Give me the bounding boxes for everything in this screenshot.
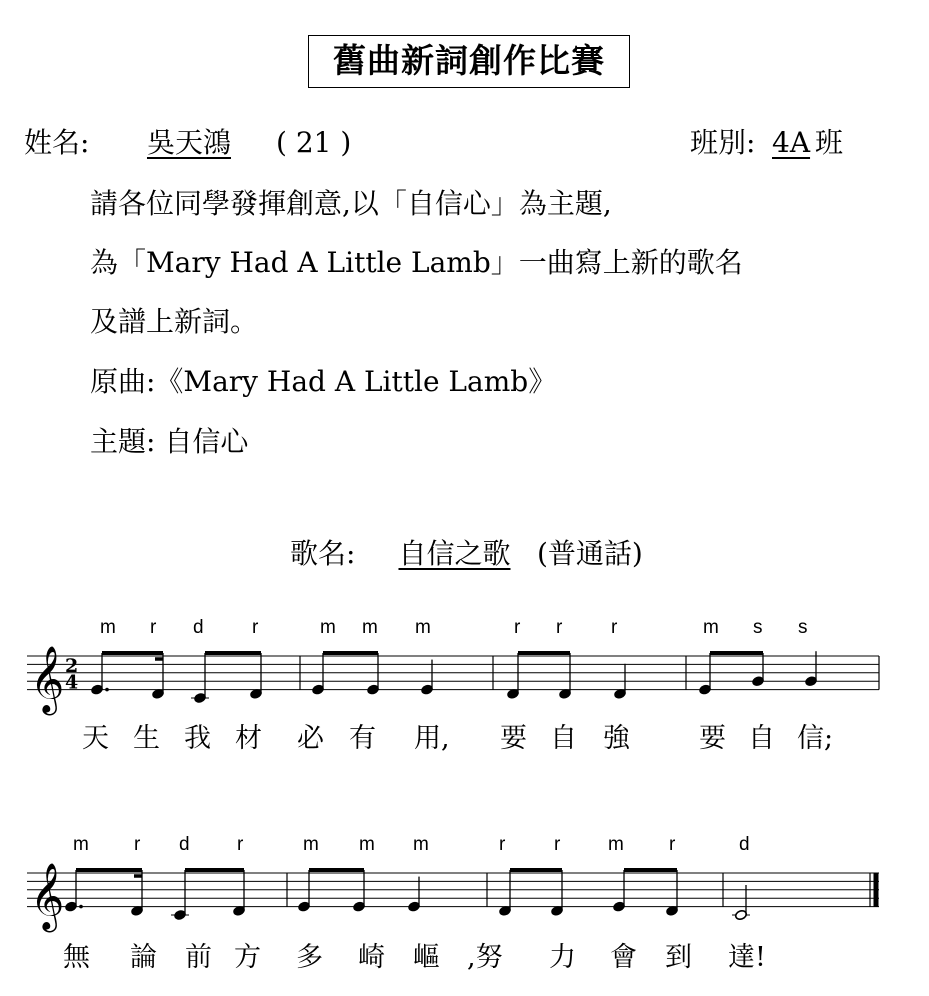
instruction-line-3: 及譜上新詞。: [90, 305, 259, 338]
solfa-syllable: m: [362, 617, 378, 638]
lyric-character: 材: [235, 723, 262, 754]
lyric-character: 無: [63, 942, 90, 973]
solfa-syllable: r: [252, 617, 259, 638]
solfa-syllable: d: [179, 834, 190, 855]
solfa-syllable: m: [100, 617, 116, 638]
lyric-character: 會: [610, 942, 637, 973]
solfa-syllable: r: [556, 617, 563, 638]
lyric-character: 我: [184, 723, 211, 754]
original-song-line: 原曲:《Mary Had A Little Lamb》: [90, 365, 557, 398]
lyric-character: 崎: [358, 942, 385, 973]
lyric-character: 到: [665, 942, 692, 973]
time-signature-top: 2: [65, 654, 79, 677]
page-title: 舊曲新詞創作比賽: [308, 35, 630, 88]
solfa-syllable: r: [237, 834, 244, 855]
solfa-syllable: d: [193, 617, 204, 638]
solfa-syllable: r: [611, 617, 618, 638]
lyric-character: 天: [82, 723, 109, 754]
lyric-character: 達!: [728, 942, 766, 973]
student-number: ( 21 ): [276, 126, 352, 159]
lyric-character: 前: [185, 942, 212, 973]
lyric-character: 論: [130, 942, 157, 973]
class-suffix: 班: [815, 126, 844, 159]
lyric-character: 嶇: [413, 942, 440, 973]
class-label: 班別:: [690, 126, 756, 159]
lyric-character: 自: [748, 723, 775, 754]
treble-clef-icon: 𝄞: [30, 644, 65, 713]
instruction-line-2: 為「Mary Had A Little Lamb」一曲寫上新的歌名: [90, 246, 743, 279]
solfa-syllable: s: [753, 617, 763, 638]
lyric-character: 有: [349, 723, 376, 754]
solfa-syllable: m: [73, 834, 89, 855]
solfa-syllable: m: [303, 834, 319, 855]
lyric-character: 必: [297, 723, 324, 754]
note-dot: [105, 688, 109, 692]
solfa-syllable: r: [150, 617, 157, 638]
lyric-character: 方: [234, 942, 261, 973]
solfa-syllable: m: [703, 617, 719, 638]
note-dot: [79, 905, 83, 909]
treble-clef-icon: 𝄞: [30, 861, 65, 930]
solfa-syllable: m: [415, 617, 431, 638]
lyric-character: 自: [550, 723, 577, 754]
solfa-syllable: r: [669, 834, 676, 855]
lyric-character: 要: [500, 723, 527, 754]
solfa-syllable: s: [798, 617, 808, 638]
time-signature-bottom: 4: [65, 671, 79, 694]
solfa-syllable: r: [134, 834, 141, 855]
class-value: 4A: [772, 126, 811, 159]
lyric-character: 要: [699, 723, 726, 754]
instruction-line-1: 請各位同學發揮創意,以「自信心」為主題,: [90, 187, 612, 220]
solfa-syllable: d: [739, 834, 750, 855]
solfa-syllable: r: [514, 617, 521, 638]
solfa-syllable: m: [608, 834, 624, 855]
song-language: (普通話): [537, 537, 643, 570]
lyric-character: 生: [133, 723, 160, 754]
lyric-character: 信;: [797, 723, 834, 754]
song-title: 自信之歌: [398, 537, 511, 570]
solfa-syllable: m: [413, 834, 429, 855]
solfa-syllable: m: [359, 834, 375, 855]
lyric-character: 強: [603, 723, 630, 754]
solfa-syllable: r: [554, 834, 561, 855]
solfa-syllable: r: [499, 834, 506, 855]
solfa-syllable: m: [320, 617, 336, 638]
lyric-character: ,努: [467, 942, 503, 973]
lyric-character: 用,: [414, 723, 450, 754]
lyric-character: 多: [296, 942, 323, 973]
lyric-character: 力: [549, 942, 576, 973]
song-title-label: 歌名:: [290, 537, 356, 570]
name-label: 姓名:: [24, 126, 90, 159]
student-name: 吳天鴻: [146, 126, 231, 159]
theme-line: 主題: 自信心: [90, 425, 249, 458]
